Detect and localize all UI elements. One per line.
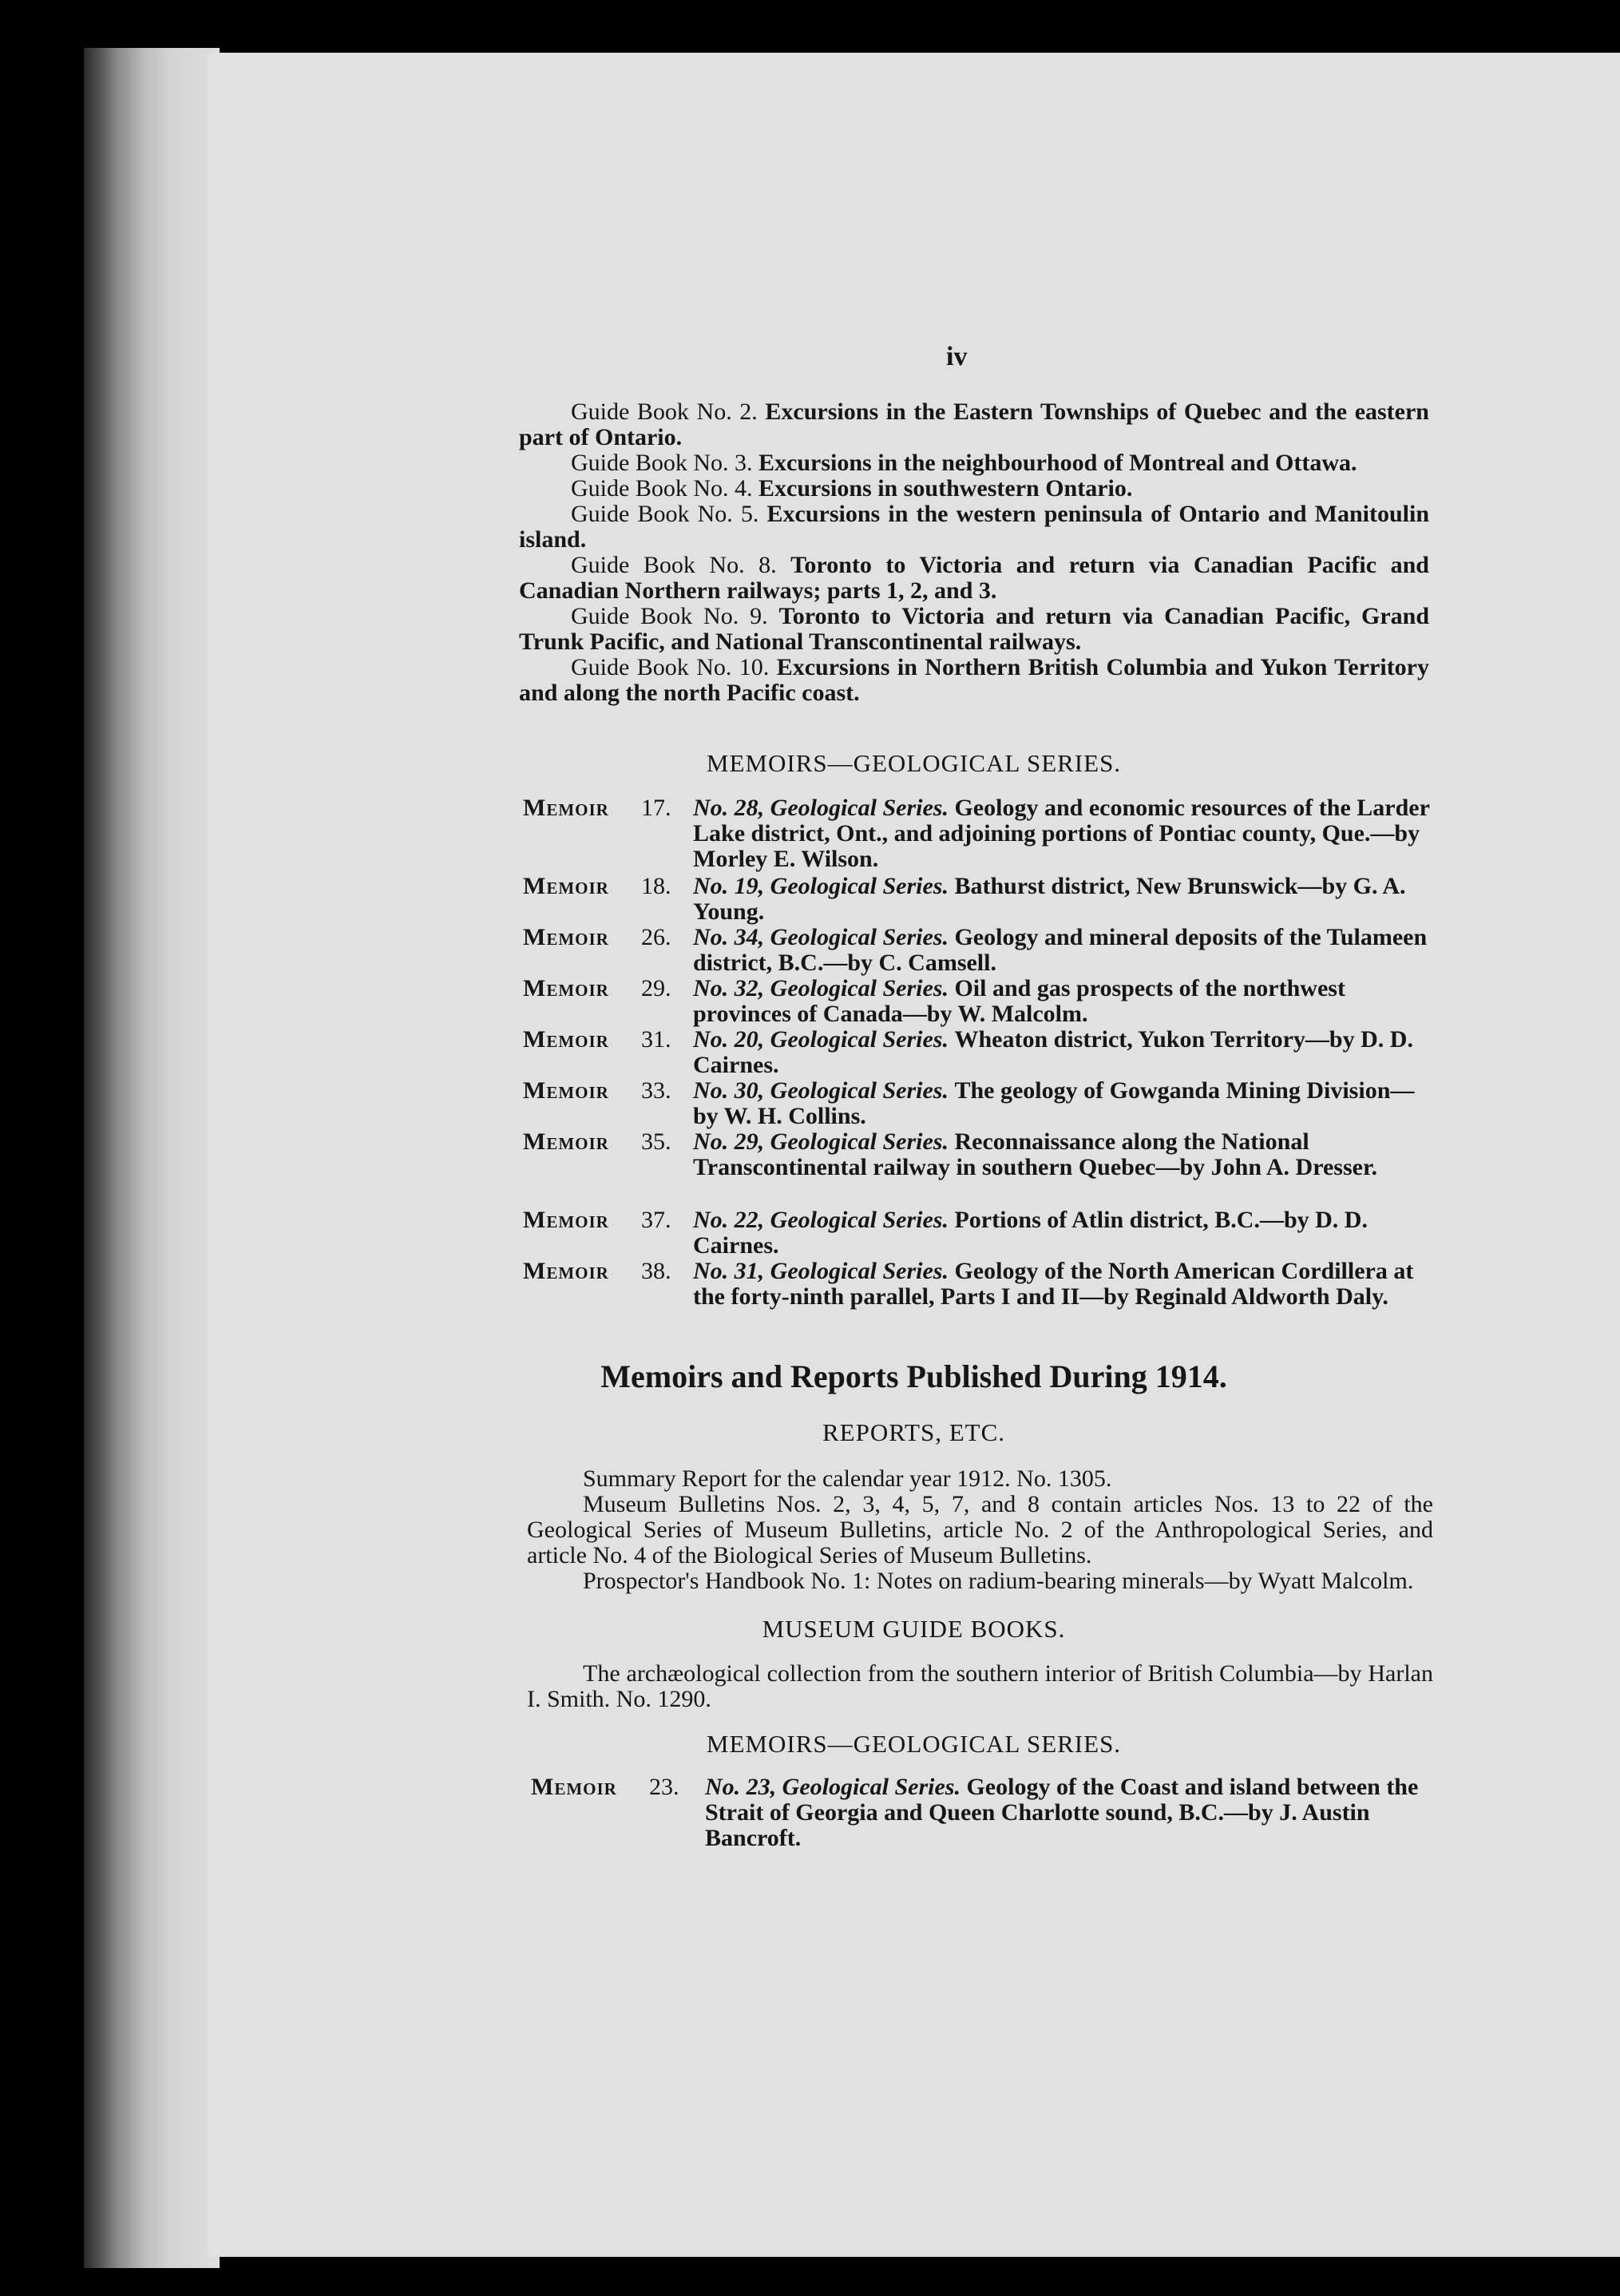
page-number: iv xyxy=(946,342,968,371)
reports-list xyxy=(527,1466,1433,1594)
section-heading-memoirs-2: MEMOIRS—GEOLOGICAL SERIES. xyxy=(706,1730,1122,1758)
published-1914-heading: Memoirs and Reports Published During 1914. xyxy=(600,1358,1227,1394)
report-entry: Museum Bulletins Nos. 2, 3, 4, 5, 7, and 8 contain articles Nos. 13 to 22 of the Geological Series of Museum Bulletins, article No. 2 of the Anthropological Series, and article No. 4 of the Biological Series of Museum Bulletins. xyxy=(527,1491,1433,1568)
guide-book-entry: Guide Book No. 3. Excursions in the neighbourhood of Montreal and Ottawa. xyxy=(571,450,1357,476)
guide-book-entry: Guide Book No. 5. Excursions in the western peninsula of Ontario and Manitoulin island. xyxy=(519,501,1430,553)
guide-book-entry: Guide Book No. 9. Toronto to Victoria and return via Canadian Pacific, Grand Trunk Pacific, and National Transcontinental railways. xyxy=(519,603,1430,655)
guide-book-entry: Guide Book No. 2. Excursions in the Eastern Townships of Quebec and the eastern part of Ontario. xyxy=(519,399,1429,450)
report-entry: Summary Report for the calendar year 1912. No. 1305. xyxy=(583,1465,1112,1492)
museum-guide-entry: The archæological collection from the southern interior of British Columbia—by Harlan I. Smith. No. 1290. xyxy=(527,1660,1433,1712)
guide-book-entry: Guide Book No. 4. Excursions in southwestern Ontario. xyxy=(571,475,1133,502)
guide-book-entry: Guide Book No. 8. Toronto to Victoria and return via Canadian Pacific and Canadian Northern railways; parts 1, 2, and 3. xyxy=(519,552,1429,604)
report-entry: Prospector's Handbook No. 1: Notes on radium-bearing minerals—by Wyatt Malcolm. xyxy=(583,1568,1414,1594)
guide-book-entry: Guide Book No. 10. Excursions in Northern British Columbia and Yukon Territory and along the north Pacific coast. xyxy=(519,654,1430,706)
book-page-edges xyxy=(84,48,220,2268)
museum-guide-books-heading: MUSEUM GUIDE BOOKS. xyxy=(762,1615,1066,1643)
reports-heading: REPORTS, ETC. xyxy=(822,1418,1006,1446)
section-heading-memoirs: MEMOIRS—GEOLOGICAL SERIES. xyxy=(706,749,1122,777)
guide-books-list xyxy=(519,399,1429,706)
